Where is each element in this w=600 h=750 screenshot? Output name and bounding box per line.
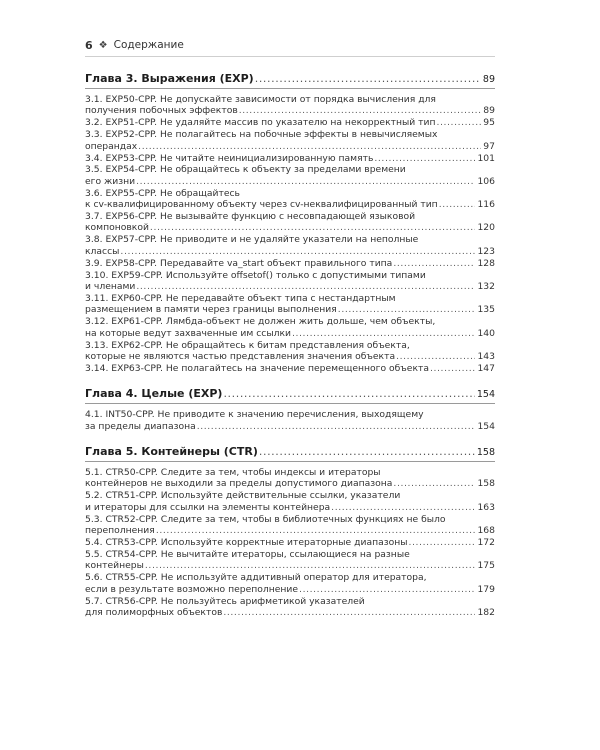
toc-entry[interactable] <box>85 467 495 490</box>
entry-text: 3.13. EXP62-CPP. Не обращайтесь к битам представления объекта, <box>85 339 410 351</box>
entry-page-number: 140 <box>477 327 495 339</box>
toc-entry[interactable] <box>85 188 495 211</box>
entry-page-number: 158 <box>477 478 495 490</box>
leader-dots <box>331 502 475 513</box>
entry-text: 3.5. EXP54-CPP. Не обращайтесь к объекту за пределами времени <box>85 164 406 176</box>
chapter-title: Глава 3. Выражения (EXP) <box>85 72 254 85</box>
entry-page-number: 179 <box>477 583 495 595</box>
entry-page-number: 106 <box>477 175 495 187</box>
leader-dots <box>396 351 475 362</box>
entry-text: и членами <box>85 281 136 292</box>
entry-page-number: 168 <box>477 525 495 537</box>
entry-text: 3.11. EXP60-CPP. Не передавайте объект типа с нестандартным <box>85 292 396 304</box>
toc-entry[interactable] <box>85 514 495 537</box>
leader-dots <box>136 281 475 292</box>
chapter-section <box>85 445 495 618</box>
leader-dots <box>436 117 481 128</box>
entry-page-number: 123 <box>477 245 495 257</box>
leader-dots <box>409 537 476 548</box>
toc-entry[interactable] <box>85 572 495 595</box>
toc-entry[interactable] <box>85 549 495 572</box>
entry-page-number: 132 <box>477 281 495 292</box>
toc-entry[interactable] <box>85 153 495 164</box>
running-header <box>85 36 495 57</box>
entry-text: 5.4. CTR53-CPP. Используйте корректные итераторные диапазоны <box>85 537 408 548</box>
toc-entry[interactable] <box>85 94 495 117</box>
entry-page-number: 135 <box>477 304 495 316</box>
entry-text: 3.10. EXP59-CPP. Используйте offsetof() только с допустимыми типами <box>85 269 426 281</box>
leader-dots <box>239 105 482 116</box>
entry-text: 3.1. EXP50-CPP. Не допускайте зависимости от порядка вычисления для <box>85 94 436 105</box>
toc-entry[interactable] <box>85 490 495 513</box>
leader-dots <box>197 421 476 432</box>
toc-entry[interactable] <box>85 129 495 152</box>
entry-text: на которые ведут захваченные им ссылки <box>85 327 291 339</box>
entry-text: размещением в памяти через границы выполнения <box>85 304 337 316</box>
leader-dots <box>374 153 475 164</box>
entry-text: за пределы диапазона <box>85 420 196 432</box>
entry-page-number: 97 <box>483 140 495 152</box>
leader-dots <box>223 387 474 400</box>
entry-page-number: 175 <box>477 560 495 572</box>
entry-page-number: 89 <box>483 105 495 117</box>
entry-page-number: 154 <box>477 420 495 432</box>
chapter-page-number: 154 <box>476 389 495 401</box>
chapter-heading[interactable] <box>85 445 495 462</box>
table-of-contents <box>85 72 495 618</box>
entry-page-number: 182 <box>477 606 495 618</box>
toc-entry[interactable] <box>85 117 495 128</box>
entry-page-number: 101 <box>477 152 495 164</box>
toc-entry[interactable] <box>85 409 495 432</box>
entry-text: 3.14. EXP63-CPP. Не полагайтесь на значение перемещенного объекта <box>85 362 429 374</box>
toc-entry[interactable] <box>85 596 495 619</box>
leader-dots <box>255 72 481 85</box>
leader-dots <box>120 246 475 257</box>
toc-entry[interactable] <box>85 363 495 374</box>
entry-text: 4.1. INT50-CPP. Не приводите к значению перечисления, выходящему <box>85 409 424 421</box>
entry-page-number: 95 <box>483 117 495 129</box>
entry-text: 3.2. EXP51-CPP. Не удаляйте массив по указателю на некорректный тип <box>85 117 436 129</box>
leader-dots <box>338 304 476 315</box>
chapter-heading[interactable] <box>85 387 495 404</box>
leader-dots <box>138 141 481 152</box>
entry-page-number: 120 <box>477 222 495 234</box>
toc-entry[interactable] <box>85 258 495 269</box>
entry-text: контейнеров не выходили за пределы допустимого диапазона <box>85 478 393 490</box>
chapter-page-number: 158 <box>476 447 495 459</box>
entry-text: 3.6. EXP55-CPP. Не обращайтесь <box>85 187 240 199</box>
toc-entry[interactable] <box>85 537 495 548</box>
leader-dots <box>393 258 475 269</box>
leader-dots <box>136 176 475 187</box>
ornament-icon: ❖ <box>98 39 108 51</box>
leader-dots <box>430 363 475 374</box>
leader-dots <box>439 199 476 210</box>
toc-entry[interactable] <box>85 234 495 257</box>
chapter-page-number: 89 <box>482 74 495 85</box>
entry-text: если в результате возможно переполнение <box>85 583 299 595</box>
entry-text: 3.8. EXP57-CPP. Не приводите и не удаляйте указатели на неполные <box>85 234 419 246</box>
entry-text: 3.12. EXP61-CPP. Лямбда-объект не должен жить дольше, чем объекты, <box>85 316 436 328</box>
toc-entry[interactable] <box>85 340 495 363</box>
entry-text: 3.3. EXP52-CPP. Не полагайтесь на побочные эффекты в невычисляемых <box>85 129 438 141</box>
entry-text: классы <box>85 245 120 257</box>
entry-page-number: 143 <box>477 350 495 362</box>
entry-text: 5.1. CTR50-CPP. Следите за тем, чтобы индексы и итераторы <box>85 467 381 479</box>
leader-dots <box>156 525 476 536</box>
leader-dots <box>299 584 475 595</box>
entry-page-number: 128 <box>477 257 495 269</box>
leader-dots <box>393 478 475 489</box>
chapter-title: Глава 4. Целые (EXP) <box>85 387 223 401</box>
entry-page-number: 172 <box>477 537 495 548</box>
entry-text: компоновкой <box>85 222 149 234</box>
entry-text: 3.9. EXP58-CPP. Передавайте va_start объект правильного типа <box>85 257 393 269</box>
chapter-section <box>85 72 495 374</box>
entry-text: для полиморфных объектов <box>85 606 223 618</box>
entry-page-number: 163 <box>477 501 495 513</box>
leader-dots <box>292 328 475 339</box>
leader-dots <box>259 445 475 458</box>
chapter-heading[interactable] <box>85 72 495 89</box>
leader-dots <box>145 560 476 571</box>
toc-entry[interactable] <box>85 164 495 187</box>
entry-text: 5.2. CTR51-CPP. Используйте действительные ссылки, указатели <box>85 490 401 502</box>
entry-text: переполнения <box>85 525 155 537</box>
chapter-section <box>85 387 495 432</box>
entry-text: 5.6. CTR55-CPP. Не используйте аддитивный оператор для итератора, <box>85 572 427 584</box>
entry-text: к cv-квалифицированному объекту через cv-неквалифицированный тип <box>85 199 438 211</box>
entry-text: 5.7. CTR56-CPP. Не пользуйтесь арифметикой указателей <box>85 595 365 607</box>
entry-page-number: 116 <box>477 199 495 211</box>
entry-text: получения побочных эффектов <box>85 105 238 117</box>
leader-dots <box>150 222 476 233</box>
entry-text: 3.7. EXP56-CPP. Не вызывайте функцию с несовпадающей языковой <box>85 211 416 223</box>
entry-text: которые не являются частью представления значения объекта <box>85 350 396 362</box>
running-title: Содержание <box>113 39 184 51</box>
toc-entry[interactable] <box>85 270 495 293</box>
page-number: 6 <box>85 38 93 52</box>
entry-text: 5.3. CTR52-CPP. Следите за тем, чтобы в библиотечных функциях не было <box>85 513 446 525</box>
entry-page-number: 147 <box>477 362 495 374</box>
toc-entry[interactable] <box>85 293 495 316</box>
entry-text: операндах <box>85 140 138 152</box>
entry-text: и итераторы для ссылки на элементы контейнера <box>85 501 331 513</box>
toc-entry[interactable] <box>85 211 495 234</box>
entry-text: 5.5. CTR54-CPP. Не вычитайте итераторы, ссылающиеся на разные <box>85 548 410 560</box>
leader-dots <box>223 607 475 618</box>
entry-text: 3.4. EXP53-CPP. Не читайте неинициализированную память <box>85 152 374 164</box>
toc-page <box>85 36 495 619</box>
entry-text: его жизни <box>85 175 136 187</box>
toc-entry[interactable] <box>85 316 495 339</box>
chapter-title: Глава 5. Контейнеры (CTR) <box>85 445 258 459</box>
entry-text: контейнеры <box>85 560 144 572</box>
